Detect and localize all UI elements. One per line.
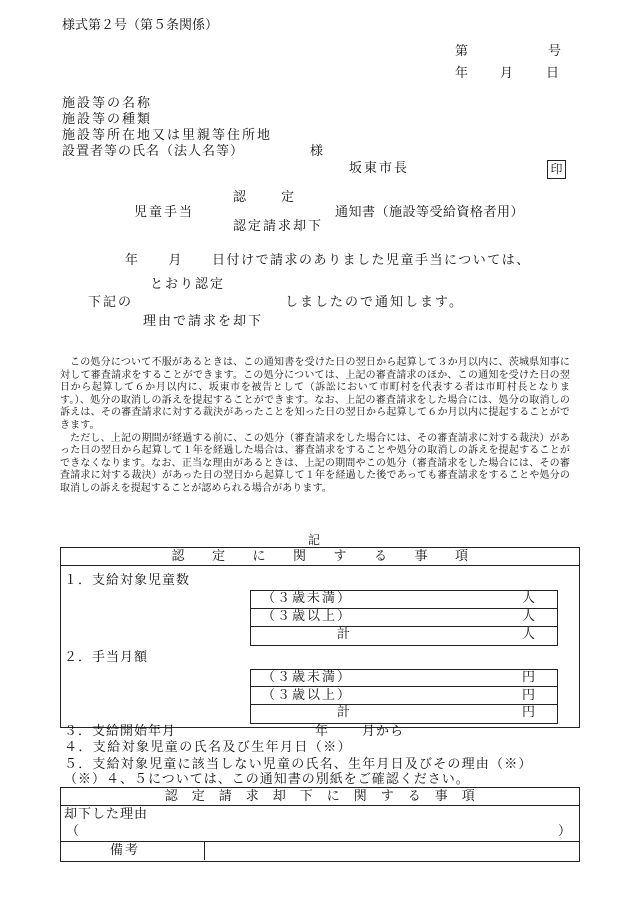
item-1-label: １．支給対象児童数 xyxy=(64,573,191,588)
approval-section-title: 認 定 に 関 す る 事 項 xyxy=(171,549,469,564)
official-seal-mark: 印 xyxy=(547,160,566,179)
reject-option-text: 理由で請求を却下 xyxy=(143,314,264,329)
founder-name-label: 設置者等の氏名（法人名等） xyxy=(62,144,245,159)
approve-option-text: とおり認定 xyxy=(150,277,226,292)
date-day-label: 日 xyxy=(546,66,560,81)
footnote: （※）４、５については、この通知書の別紙をご確認ください。 xyxy=(64,772,470,787)
title-allowance: 児童手当 xyxy=(134,205,195,220)
form-number-label: 様式第２号（第５条関係） xyxy=(62,18,219,33)
amount-under3-label: （３歳未満） xyxy=(262,670,353,685)
children-total-label: 計 xyxy=(337,627,351,642)
facility-type-label: 施設等の種類 xyxy=(62,112,153,127)
item-3-year: 年 xyxy=(315,724,329,739)
below-prefix-text: 下記の xyxy=(88,295,134,310)
remarks-label: 備考 xyxy=(110,843,141,858)
rejection-reason-label: 却下した理由 xyxy=(64,807,149,822)
item-4-label: ４．支給対象児童の氏名及び生年月日（※） xyxy=(64,740,353,755)
amount-over3-unit: 円 xyxy=(522,688,536,703)
mayor-title: 坂東市長 xyxy=(349,161,410,176)
facility-address-label: 施設等所在地又は里親等住所地 xyxy=(62,128,273,143)
date-month-label: 月 xyxy=(500,66,514,81)
item-3-label: ３．支給開始年月 xyxy=(64,724,177,739)
title-reject-option: 認定請求却下 xyxy=(233,219,324,234)
rejection-section-title: 認 定 請 求 却 下 に 関 す る 事 項 xyxy=(164,789,476,804)
doc-number-suffix: 号 xyxy=(548,44,562,59)
children-under3-label: （３歳未満） xyxy=(262,591,353,606)
amount-under3-unit: 円 xyxy=(522,670,536,685)
date-year-label: 年 xyxy=(455,66,469,81)
amount-total-label: 計 xyxy=(337,705,351,720)
doc-number-label: 第 xyxy=(455,44,469,59)
reason-paren-close: ） xyxy=(558,824,572,839)
honorific: 様 xyxy=(310,144,324,159)
appeal-notice xyxy=(60,357,570,496)
item-3-month-from: 月から xyxy=(362,724,405,739)
children-total-unit: 人 xyxy=(522,627,536,642)
request-date-line: 年 月 日付けで請求のありました児童手当については、 xyxy=(125,253,531,268)
children-under3-unit: 人 xyxy=(522,591,536,606)
below-suffix-text: しましたので通知します。 xyxy=(285,295,464,310)
item-2-label: ２．手当月額 xyxy=(64,650,149,665)
item-5-label: ５．支給対象児童に該当しない児童の氏名、生年月日及びその理由（※） xyxy=(64,757,533,772)
ki-heading: 記 xyxy=(308,533,321,547)
appeal-notice-paragraph-2: ただし、上記の期間が経過する前に、この処分（審査請求をした場合には、その審査請求に対する裁決）があった日の翌日から起算して１年を経過した場合は、審査請求をすることや処分の取消しの訴えを提起することができなくなります。なお、正当な理由があるときは、上記の期間やこの処分（審査請求をした場合には、その審査請求に対する裁決）があった日の翌日から起算して１年を経過した後であっても審査請求をすることや処分の取消しの訴えを提起することが認められる場合があります。 xyxy=(60,432,570,494)
title-approve-option: 認 定 xyxy=(233,190,298,205)
appeal-notice-paragraph-1: この処分について不服があるときは、この通知書を受けた日の翌日から起算して３か月以内に、茨城県知事に対して審査請求をすることができます。この処分については、上記の審査請求のほか、この通知を受けた日の翌日から起算して６か月以内に、坂東市を被告として（訴訟において市町村を代表する者は市町村長となります。）、処分の取消しの訴えを提起することができます。なお、上記の審査請求をした場合には、処分の取消しの訴えは、その審査請求に対する裁決があったことを知った日の翌日から起算して６か月以内に提起することができます。 xyxy=(60,357,570,431)
amount-total-unit: 円 xyxy=(522,705,536,720)
reason-paren-open: （ xyxy=(66,824,80,839)
children-over3-label: （３歳以上） xyxy=(262,609,353,624)
facility-name-label: 施設等の名称 xyxy=(62,96,153,111)
children-over3-unit: 人 xyxy=(522,609,536,624)
amount-over3-label: （３歳以上） xyxy=(262,688,353,703)
title-notice-type: 通知書（施設等受給資格者用） xyxy=(335,205,525,220)
